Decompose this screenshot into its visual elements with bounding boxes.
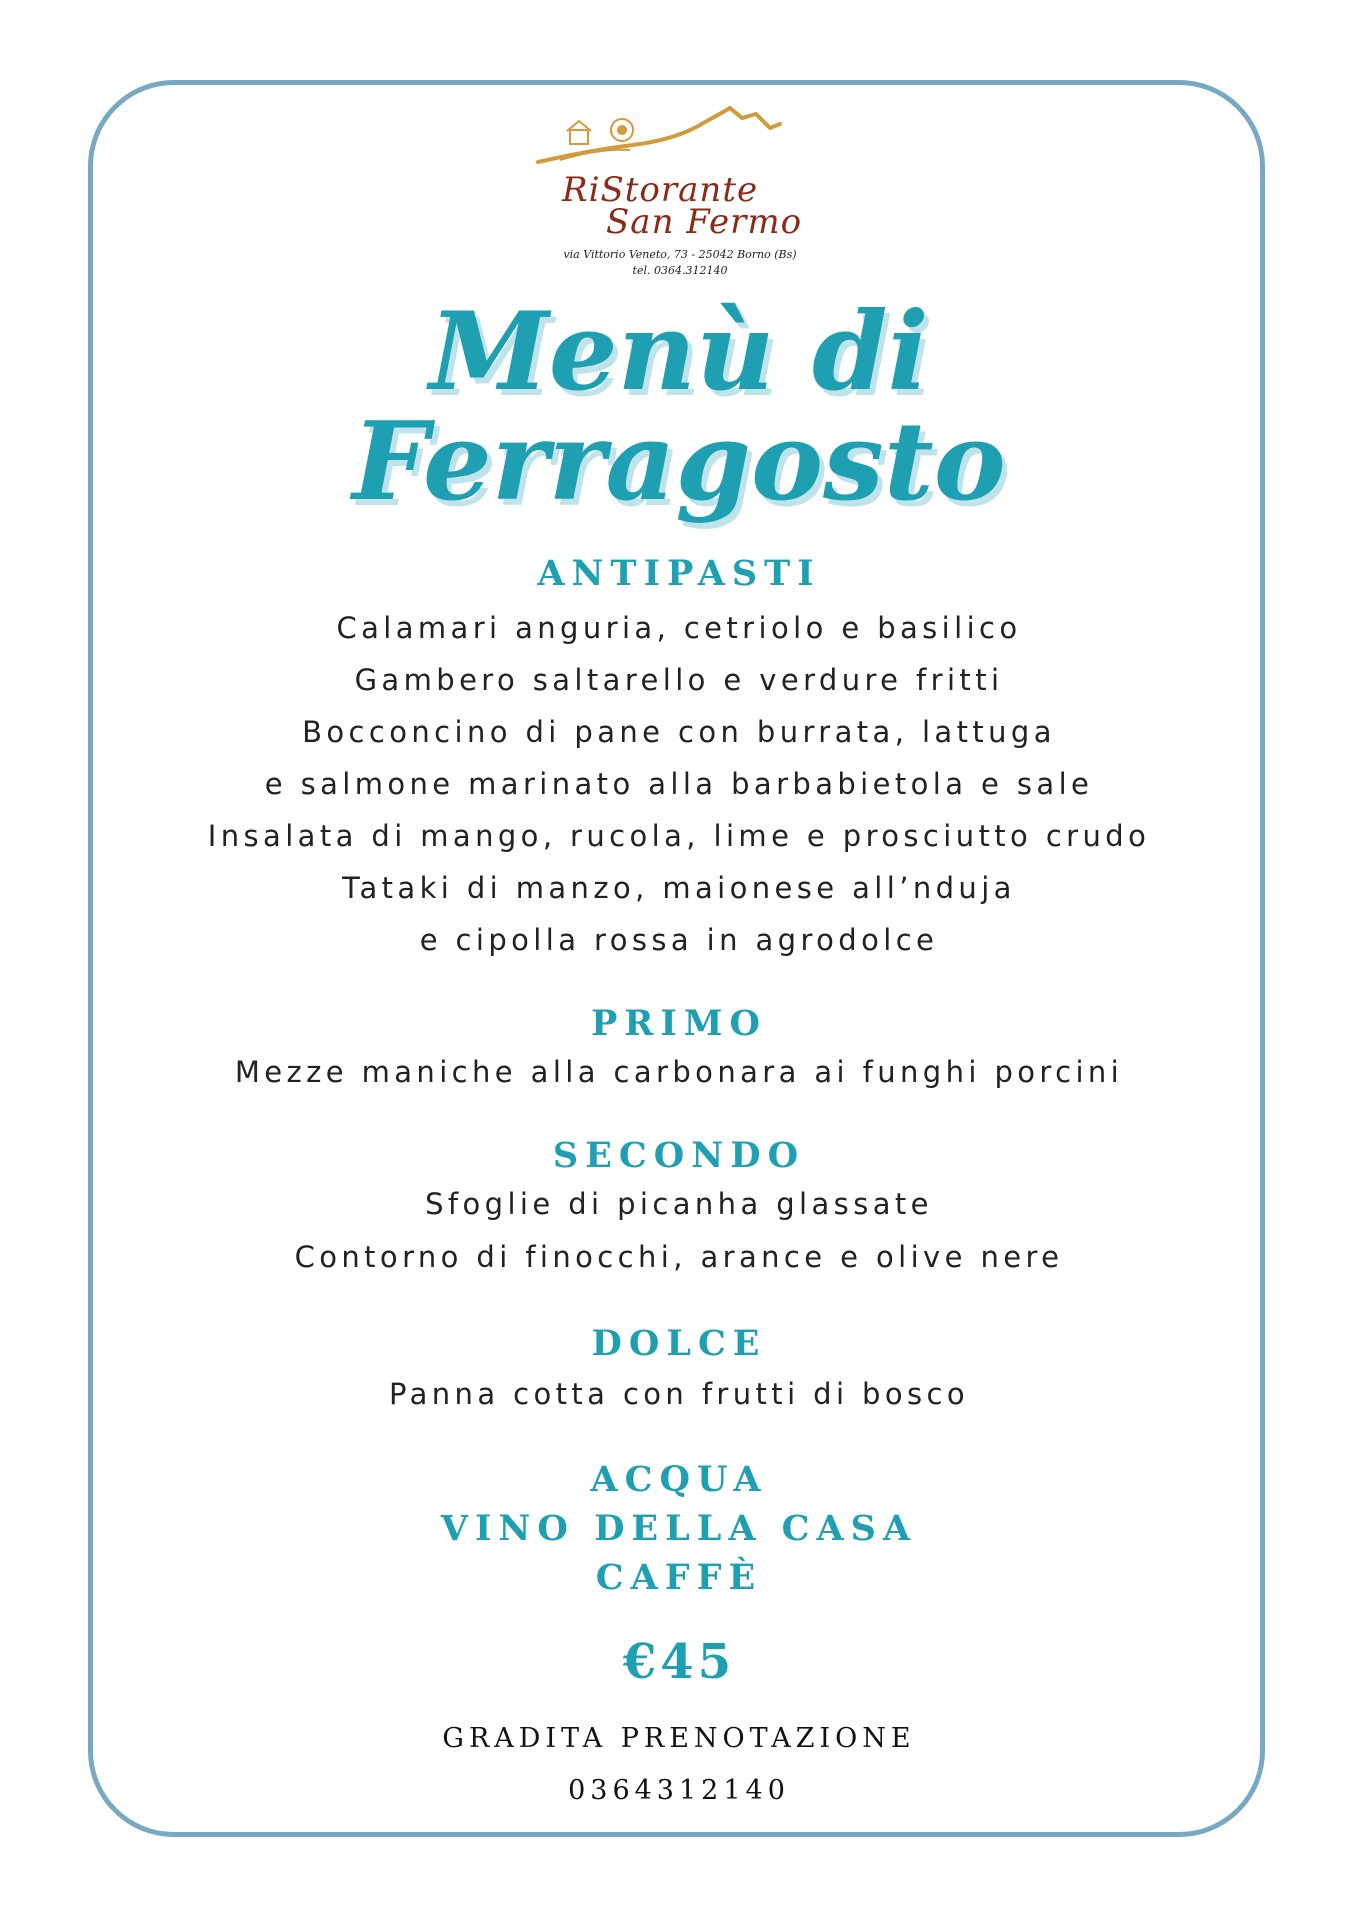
antipasti-item: Bocconcino di pane con burrata, lattuga [302, 715, 1056, 749]
reservation-label: GRADITA PRENOTAZIONE [442, 1723, 916, 1754]
menu-title-line1: Menù di [429, 289, 929, 415]
logo-name-line1: RiStorante [562, 170, 759, 210]
restaurant-logo [530, 100, 830, 280]
dolce-heading: DOLCE [591, 1323, 767, 1364]
antipasti-item: e cipolla rossa in agrodolce [419, 923, 939, 957]
antipasti-item: Calamari anguria, cetriolo e basilico [336, 611, 1022, 645]
secondo-item: Contorno di finocchi, arance e olive nere [294, 1240, 1064, 1274]
drink-vino: VINO DELLA CASA [440, 1508, 918, 1549]
antipasti-item: Gambero saltarello e verdure fritti [354, 663, 1004, 697]
drink-acqua: ACQUA [590, 1459, 768, 1500]
dolce-item: Panna cotta con frutti di bosco [389, 1377, 969, 1411]
primo-item: Mezze maniche alla carbonara ai funghi porcini [234, 1055, 1124, 1089]
antipasti-heading: ANTIPASTI [537, 553, 821, 594]
secondo-item: Sfoglie di picanha glassate [425, 1187, 933, 1221]
mountain-logo-icon [530, 100, 830, 170]
reservation-phone: 0364312140 [568, 1775, 790, 1806]
antipasti-item: Insalata di mango, rucola, lime e prosciutto crudo [207, 819, 1151, 853]
menu-price: €45 [622, 1634, 736, 1690]
secondo-heading: SECONDO [552, 1135, 806, 1176]
logo-address: via Vittorio Veneto, 73 - 25042 Borno (Bs) [563, 248, 797, 261]
logo-telephone: tel. 0364.312140 [632, 264, 728, 277]
drink-caffe: CAFFÈ [595, 1557, 763, 1598]
logo-name-line2: San Fermo [606, 202, 803, 242]
menu-title-line2: Ferragosto [352, 399, 1006, 525]
antipasti-item: Tataki di manzo, maionese all’nduja [342, 871, 1016, 905]
antipasti-item: e salmone marinato alla barbabietola e sale [264, 767, 1094, 801]
primo-heading: PRIMO [590, 1003, 767, 1044]
